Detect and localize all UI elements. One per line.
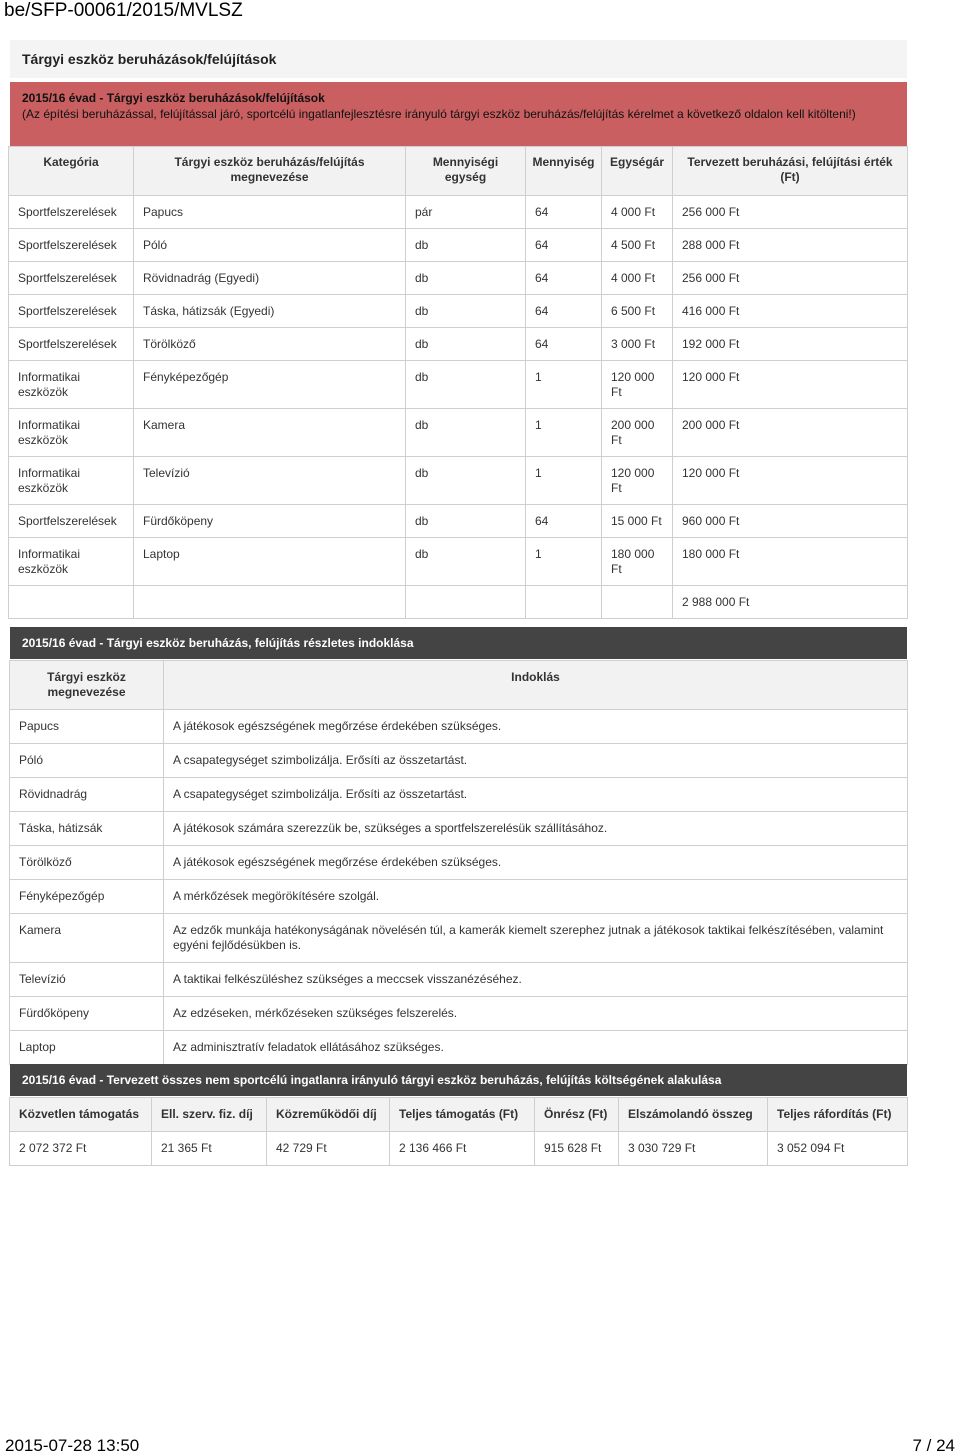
empty-cell (602, 586, 673, 619)
total-row (9, 586, 908, 619)
cell-indoklas: Az edzéseken, mérkőzéseken szükséges felszerelés. (164, 997, 908, 1031)
cell-megnevezes: Laptop (134, 538, 406, 586)
cell-mennyiseg: 64 (526, 229, 602, 262)
table-row (9, 229, 908, 262)
col-header: Ell. szerv. fiz. díj (152, 1098, 267, 1132)
table-row (10, 778, 908, 812)
cell-value: 21 365 Ft (152, 1132, 267, 1166)
col-header-kategoria: Kategória (9, 147, 134, 196)
table-row (9, 262, 908, 295)
col-header: Teljes ráfordítás (Ft) (768, 1098, 908, 1132)
cell-megnevezes: Póló (10, 744, 164, 778)
cell-ertek: 416 000 Ft (673, 295, 908, 328)
cell-megnevezes: Televízió (134, 457, 406, 505)
cell-megnevezes: Fürdőköpeny (10, 997, 164, 1031)
cell-value: 3 052 094 Ft (768, 1132, 908, 1166)
cell-mennyiseg: 1 (526, 538, 602, 586)
cell-kategoria: Sportfelszerelések (9, 328, 134, 361)
cell-egysegar: 6 500 Ft (602, 295, 673, 328)
cell-megnevezes: Táska, hátizsák (10, 812, 164, 846)
cell-egysegar: 4 000 Ft (602, 196, 673, 229)
cell-indoklas: A mérkőzések megörökítésére szolgál. (164, 880, 908, 914)
cell-megnevezes: Törölköző (10, 846, 164, 880)
empty-cell (134, 586, 406, 619)
cell-ertek: 288 000 Ft (673, 229, 908, 262)
cell-egysegar: 3 000 Ft (602, 328, 673, 361)
table-row (10, 812, 908, 846)
cell-egysegar: 120 000 Ft (602, 361, 673, 409)
section-title: Tárgyi eszköz beruházások/felújítások (10, 40, 907, 78)
cell-egysegar: 15 000 Ft (602, 505, 673, 538)
cell-indoklas: A csapategységet szimbolizálja. Erősíti az összetartást. (164, 778, 908, 812)
table-row (10, 914, 908, 963)
cell-megnevezes: Rövidnadrág (10, 778, 164, 812)
cell-ertek: 256 000 Ft (673, 262, 908, 295)
cell-mennyiseg: 1 (526, 409, 602, 457)
col-header: Elszámolandó összeg (619, 1098, 768, 1132)
cost-section-title: 2015/16 évad - Tervezett összes nem sportcélú ingatlanra irányuló tárgyi eszköz beruházás, felújítás költségének alakulása (10, 1064, 907, 1096)
cell-egyseg: db (406, 229, 526, 262)
table-row (9, 361, 908, 409)
cell-kategoria: Informatikai eszközök (9, 538, 134, 586)
cell-kategoria: Informatikai eszközök (9, 361, 134, 409)
cell-kategoria: Informatikai eszközök (9, 457, 134, 505)
cell-kategoria: Sportfelszerelések (9, 196, 134, 229)
col-header-megnevezes: Tárgyi eszköz megnevezése (10, 661, 164, 710)
cell-mennyiseg: 64 (526, 505, 602, 538)
cell-megnevezes: Fürdőköpeny (134, 505, 406, 538)
empty-cell (406, 586, 526, 619)
footer-page-number: 7 / 24 (912, 1436, 955, 1455)
cell-ertek: 256 000 Ft (673, 196, 908, 229)
cell-egysegar: 120 000 Ft (602, 457, 673, 505)
table-row (9, 409, 908, 457)
cell-kategoria: Sportfelszerelések (9, 229, 134, 262)
cell-egyseg: pár (406, 196, 526, 229)
col-header: Közreműködői díj (267, 1098, 390, 1132)
cell-egysegar: 180 000 Ft (602, 538, 673, 586)
col-header: Önrész (Ft) (535, 1098, 619, 1132)
cell-indoklas: A játékosok egészségének megőrzése érdekében szükséges. (164, 710, 908, 744)
footer-datetime: 2015-07-28 13:50 (5, 1436, 140, 1455)
cell-megnevezes: Táska, hátizsák (Egyedi) (134, 295, 406, 328)
banner-title: 2015/16 évad - Tárgyi eszköz beruházások/felújítások (22, 91, 325, 105)
document-id: be/SFP-00061/2015/MVLSZ (4, 0, 243, 21)
table-row (10, 997, 908, 1031)
cell-value: 2 072 372 Ft (10, 1132, 152, 1166)
cell-ertek: 180 000 Ft (673, 538, 908, 586)
cell-megnevezes: Fényképezőgép (10, 880, 164, 914)
cost-summary-table (9, 1097, 908, 1166)
cell-megnevezes: Televízió (10, 963, 164, 997)
cell-egyseg: db (406, 328, 526, 361)
cell-ertek: 200 000 Ft (673, 409, 908, 457)
cell-mennyiseg: 64 (526, 328, 602, 361)
cell-kategoria: Informatikai eszközök (9, 409, 134, 457)
table-row (10, 710, 908, 744)
cell-kategoria: Sportfelszerelések (9, 505, 134, 538)
empty-cell (9, 586, 134, 619)
cell-egyseg: db (406, 295, 526, 328)
empty-cell (526, 586, 602, 619)
cell-egysegar: 4 500 Ft (602, 229, 673, 262)
cell-megnevezes: Laptop (10, 1031, 164, 1065)
cell-megnevezes: Kamera (10, 914, 164, 963)
cell-indoklas: Az edzők munkája hatékonyságának növelésén túl, a kamerák kiemelt szerephez jutnak a játékosok taktikai felkészítésében, valamint egyéni fejlődésükben is. (164, 914, 908, 963)
cell-egyseg: db (406, 361, 526, 409)
col-header-mennyiseg: Mennyiség (526, 147, 602, 196)
cell-megnevezes: Törölköző (134, 328, 406, 361)
cell-mennyiseg: 64 (526, 295, 602, 328)
col-header: Teljes támogatás (Ft) (390, 1098, 535, 1132)
cell-mennyiseg: 1 (526, 457, 602, 505)
col-header-tervezett-ertek: Tervezett beruházási, felújítási érték (Ft) (673, 147, 908, 196)
cell-megnevezes: Papucs (134, 196, 406, 229)
table-row (9, 295, 908, 328)
cell-megnevezes: Fényképezőgép (134, 361, 406, 409)
cell-value: 3 030 729 Ft (619, 1132, 768, 1166)
total-value: 2 988 000 Ft (673, 586, 908, 619)
cell-indoklas: A játékosok egészségének megőrzése érdekében szükséges. (164, 846, 908, 880)
table-row (10, 1031, 908, 1065)
cell-ertek: 960 000 Ft (673, 505, 908, 538)
cell-megnevezes: Papucs (10, 710, 164, 744)
cell-kategoria: Sportfelszerelések (9, 295, 134, 328)
col-header-mennyisegi-egyseg: Mennyiségi egység (406, 147, 526, 196)
table-row (9, 538, 908, 586)
justification-table (9, 660, 908, 1065)
cell-value: 42 729 Ft (267, 1132, 390, 1166)
cell-indoklas: A taktikai felkészüléshez szükséges a meccsek visszanézéséhez. (164, 963, 908, 997)
cell-egysegar: 200 000 Ft (602, 409, 673, 457)
cell-egyseg: db (406, 262, 526, 295)
cell-egysegar: 4 000 Ft (602, 262, 673, 295)
cell-megnevezes: Kamera (134, 409, 406, 457)
cell-indoklas: A csapategységet szimbolizálja. Erősíti az összetartást. (164, 744, 908, 778)
col-header-megnevezes: Tárgyi eszköz beruházás/felújítás megnevezése (134, 147, 406, 196)
asset-investment-table (8, 146, 908, 619)
cell-megnevezes: Rövidnadrág (Egyedi) (134, 262, 406, 295)
cell-value: 2 136 466 Ft (390, 1132, 535, 1166)
table-row (9, 196, 908, 229)
col-header-egysegar: Egységár (602, 147, 673, 196)
cell-egyseg: db (406, 538, 526, 586)
cell-egyseg: db (406, 409, 526, 457)
cell-mennyiseg: 1 (526, 361, 602, 409)
table-row (9, 457, 908, 505)
cell-kategoria: Sportfelszerelések (9, 262, 134, 295)
cell-indoklas: A játékosok számára szerezzük be, szükséges a sportfelszerelésük szállításához. (164, 812, 908, 846)
table-row (10, 744, 908, 778)
cell-value: 915 628 Ft (535, 1132, 619, 1166)
justification-section-title: 2015/16 évad - Tárgyi eszköz beruházás, felújítás részletes indoklása (10, 627, 907, 659)
cell-egyseg: db (406, 457, 526, 505)
cell-ertek: 120 000 Ft (673, 361, 908, 409)
cell-megnevezes: Póló (134, 229, 406, 262)
table-row (10, 963, 908, 997)
table-row (9, 505, 908, 538)
cell-indoklas: Az adminisztratív feladatok ellátásához szükséges. (164, 1031, 908, 1065)
table-row (10, 880, 908, 914)
cell-mennyiseg: 64 (526, 262, 602, 295)
cell-ertek: 120 000 Ft (673, 457, 908, 505)
cell-ertek: 192 000 Ft (673, 328, 908, 361)
table-row (9, 328, 908, 361)
table-row (10, 846, 908, 880)
section-banner (10, 82, 907, 146)
col-header: Közvetlen támogatás (10, 1098, 152, 1132)
col-header-indoklas: Indoklás (164, 661, 908, 710)
banner-note: (Az építési beruházással, felújítással járó, sportcélú ingatlanfejlesztésre irányuló tárgyi eszköz beruházás/felújítás kérelmet a következő oldalon kell kitölteni!) (22, 107, 856, 121)
cell-egyseg: db (406, 505, 526, 538)
cell-mennyiseg: 64 (526, 196, 602, 229)
